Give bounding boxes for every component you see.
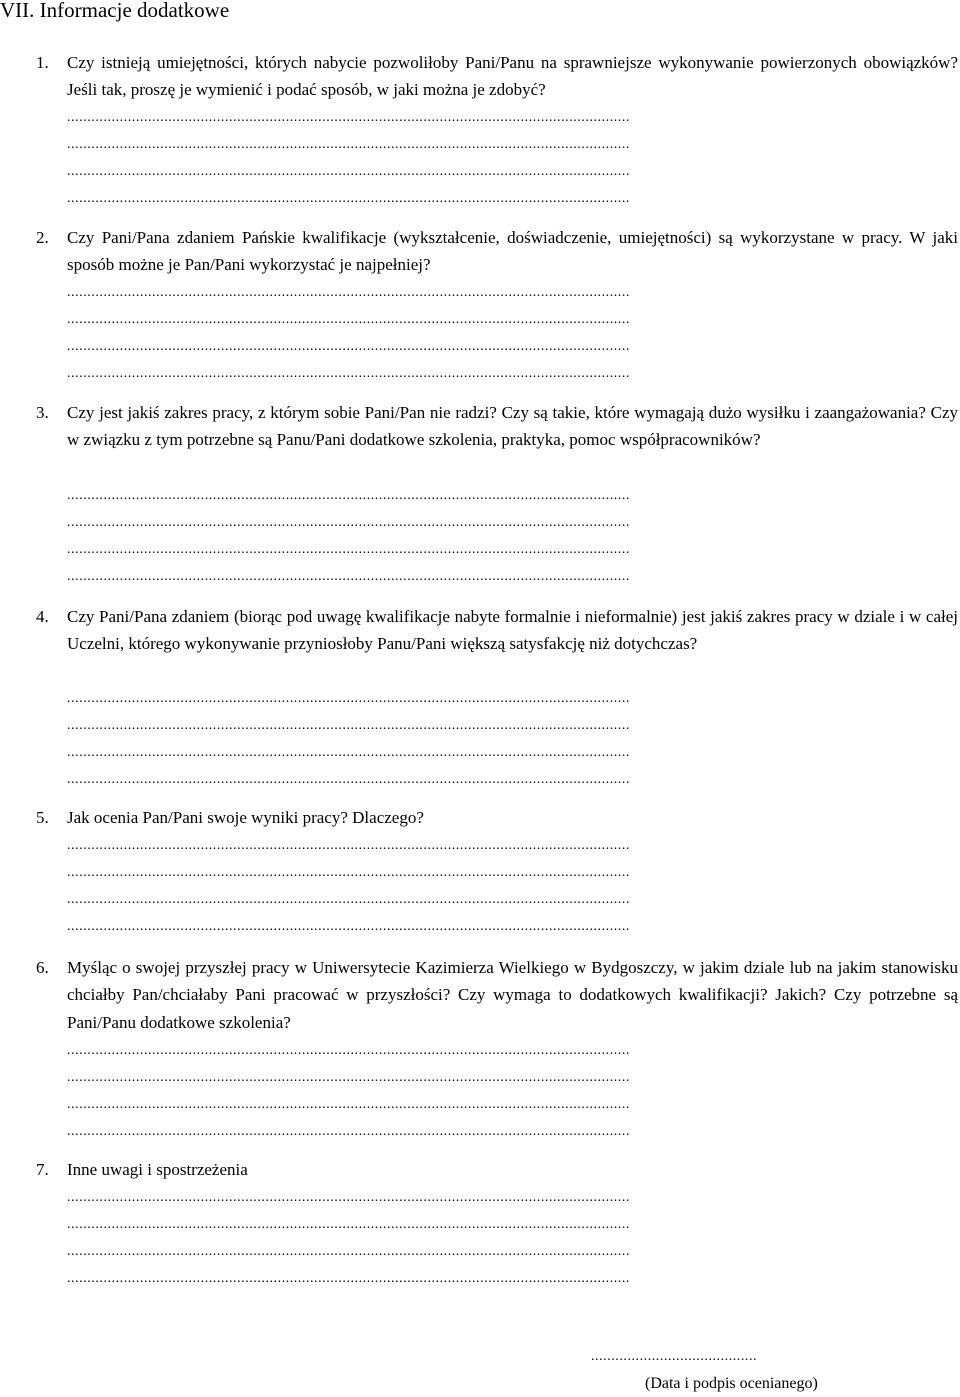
section-title: VII. Informacje dodatkowe (0, 0, 230, 22)
answer-line[interactable]: ........................................................................................................................................... (67, 892, 630, 907)
signature-label: (Data i podpis ocenianego) (645, 1375, 818, 1392)
question-number: 3. (36, 403, 49, 422)
answer-line[interactable]: ........................................................................................................................................... (67, 745, 630, 760)
answer-line[interactable]: ........................................................................................................................................... (67, 1217, 630, 1232)
question-text: Jak ocenia Pan/Pani swoje wyniki pracy? Dlaczego? (67, 808, 424, 827)
answer-line[interactable]: ........................................................................................................................................... (67, 1271, 630, 1286)
answer-line[interactable]: ........................................................................................................................................... (67, 569, 630, 584)
answer-line[interactable]: ........................................................................................................................................... (67, 137, 630, 152)
answer-line[interactable]: ........................................................................................................................................... (67, 1043, 630, 1058)
question-number: 4. (36, 607, 49, 626)
question-number: 2. (36, 228, 49, 247)
question-text: Czy istnieją umiejętności, których nabycie pozwoliłoby Pani/Panu na sprawniejsze wykonywanie powierzonych obowiązków? Jeśli tak, proszę je wymienić i podać sposób, w jaki można je zdobyć? (67, 53, 958, 100)
answer-line[interactable]: ........................................................................................................................................... (67, 164, 630, 179)
signature-line[interactable]: ......................................... (591, 1349, 758, 1364)
answer-line[interactable]: ........................................................................................................................................... (67, 1097, 630, 1112)
answer-line[interactable]: ........................................................................................................................................... (67, 366, 630, 381)
answer-line[interactable]: ........................................................................................................................................... (67, 110, 630, 125)
answer-line[interactable]: ........................................................................................................................................... (67, 1070, 630, 1085)
question-text: Inne uwagi i spostrzeżenia (67, 1160, 248, 1179)
answer-line[interactable]: ........................................................................................................................................... (67, 542, 630, 557)
answer-line[interactable]: ........................................................................................................................................... (67, 191, 630, 206)
answer-line[interactable]: ........................................................................................................................................... (67, 1124, 630, 1139)
answer-line[interactable]: ........................................................................................................................................... (67, 1190, 630, 1205)
answer-line[interactable]: ........................................................................................................................................... (67, 312, 630, 327)
question-text: Czy jest jakiś zakres pracy, z którym sobie Pani/Pan nie radzi? Czy są takie, które wymagają dużo wysiłku i zaangażowania? Czy w związku z tym potrzebne są Panu/Pani dodatkowe szkolenia, praktyka, pomoc współpracowników? (67, 403, 958, 450)
question-text: Myśląc o swojej przyszłej pracy w Uniwersytecie Kazimierza Wielkiego w Bydgoszczy, w jakim dziale lub na jakim stanowisku chciałby Pan/chciałaby Pani pracować w przyszłości? Czy wymaga to dodatkowych kwalifikacji? Jakich? Czy potrzebne są Pani/Panu dodatkowe szkolenia? (67, 958, 958, 1032)
answer-line[interactable]: ........................................................................................................................................... (67, 285, 630, 300)
question-number: 7. (36, 1160, 49, 1179)
answer-line[interactable]: ........................................................................................................................................... (67, 865, 630, 880)
question-number: 1. (36, 53, 49, 72)
question-number: 6. (36, 958, 49, 977)
answer-line[interactable]: ........................................................................................................................................... (67, 1244, 630, 1259)
question-text: Czy Pani/Pana zdaniem (biorąc pod uwagę kwalifikacje nabyte formalnie i nieformalnie) jest jakiś zakres pracy w dziale i w całej Uczelni, którego wykonywanie przyniosłoby Panu/Pani większą satysfakcję niż dotychczas? (67, 607, 958, 654)
answer-line[interactable]: ........................................................................................................................................... (67, 691, 630, 706)
answer-line[interactable]: ........................................................................................................................................... (67, 488, 630, 503)
answer-line[interactable]: ........................................................................................................................................... (67, 515, 630, 530)
question-text: Czy Pani/Pana zdaniem Pańskie kwalifikacje (wykształcenie, doświadczenie, umiejętności) są wykorzystane w pracy. W jaki sposób możne je Pan/Pani wykorzystać je najpełniej? (67, 228, 958, 275)
answer-line[interactable]: ........................................................................................................................................... (67, 919, 630, 934)
answer-line[interactable]: ........................................................................................................................................... (67, 838, 630, 853)
question-number: 5. (36, 808, 49, 827)
answer-line[interactable]: ........................................................................................................................................... (67, 772, 630, 787)
answer-line[interactable]: ........................................................................................................................................... (67, 718, 630, 733)
answer-line[interactable]: ........................................................................................................................................... (67, 339, 630, 354)
